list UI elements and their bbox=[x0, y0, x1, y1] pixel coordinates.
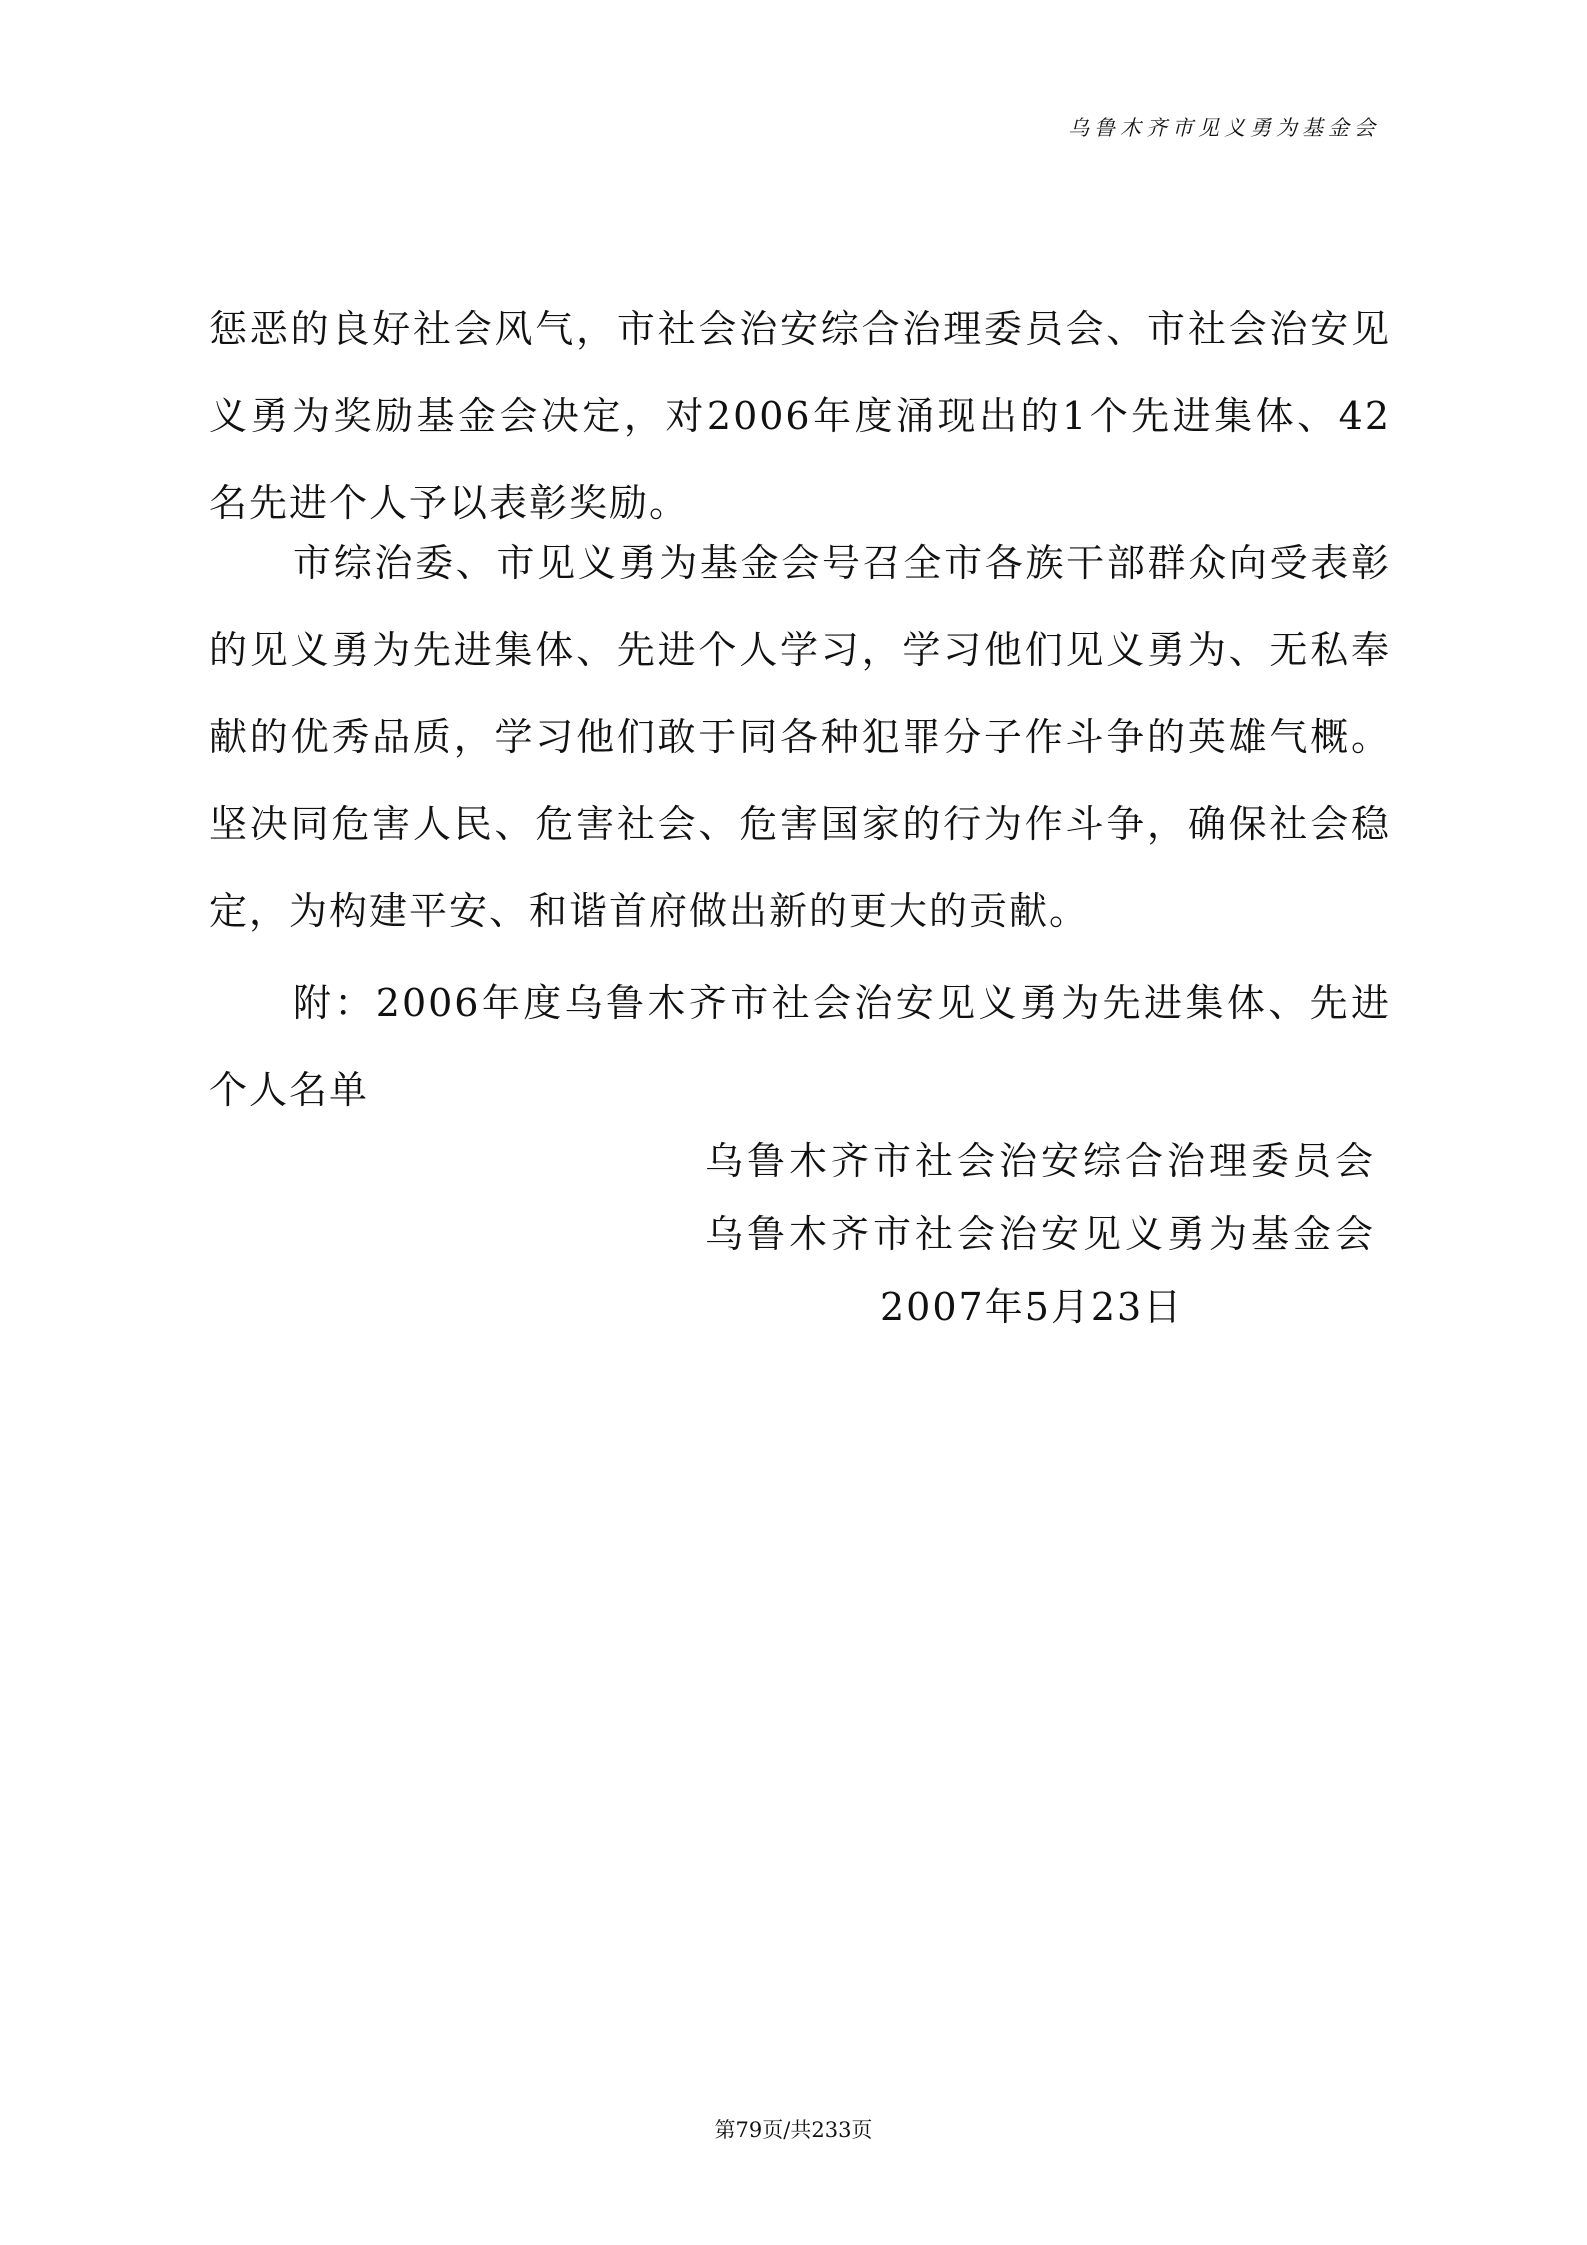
page-footer-page-number: 第79页/共233页 bbox=[714, 2118, 873, 2142]
signature-org-1: 乌鲁木齐市社会治安综合治理委员会 bbox=[705, 1139, 1378, 1183]
paragraph-2: 市综治委、市见义勇为基金会号召全市各族干部群众向受表彰的见义勇为先进集体、先进个人学习，学习他们见义勇为、无私奉献的优秀品质，学习他们敢于同各种犯罪分子作斗争的英雄气概。坚决同危害人民、危害社会、危害国家的行为作斗争，确保社会稳定，为构建平安、和谐首府做出新的更大的贡献。 bbox=[209, 541, 1391, 933]
paragraph-1: 惩恶的良好社会风气，市社会治安综合治理委员会、市社会治安见义勇为奖励基金会决定，对2006年度涌现出的1个先进集体、42名先进个人予以表彰奖励。 bbox=[209, 307, 1391, 525]
signature-org-2: 乌鲁木齐市社会治安见义勇为基金会 bbox=[705, 1212, 1378, 1256]
attachment-note: 附：2006年度乌鲁木齐市社会治安见义勇为先进集体、先进个人名单 bbox=[209, 981, 1391, 1112]
signature-date: 2007年5月23日 bbox=[880, 1285, 1184, 1329]
page-header-org-name: 乌鲁木齐市见义勇为基金会 bbox=[1068, 116, 1380, 140]
